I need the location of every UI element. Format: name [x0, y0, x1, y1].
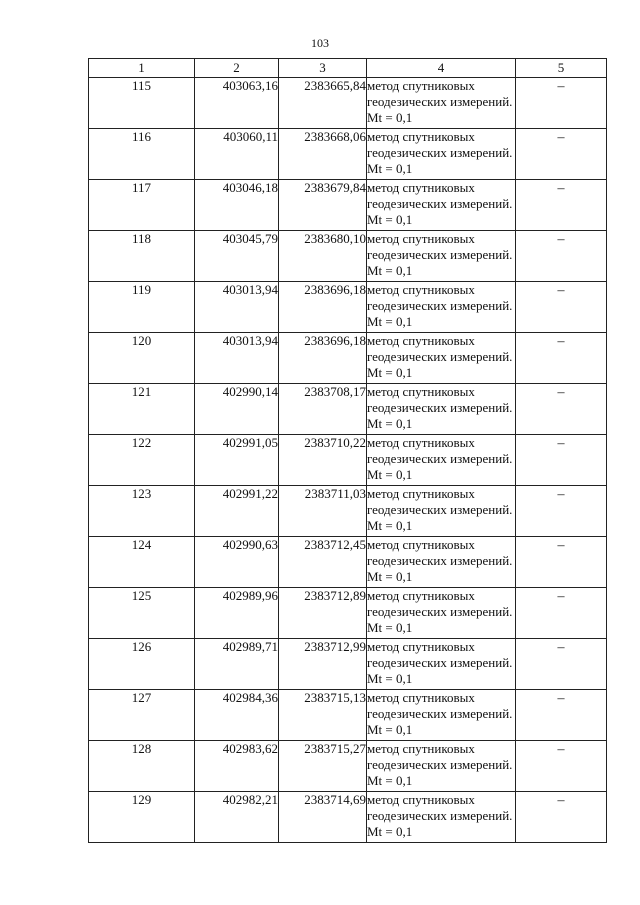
method-text: метод спутниковых геодезических измерений. Mt = 0,1 [367, 180, 513, 227]
method-text: метод спутниковых геодезических измерений. Mt = 0,1 [367, 690, 513, 737]
table-row [89, 78, 607, 129]
y-coordinate: 2383715,27 [279, 741, 367, 792]
table-row [89, 384, 607, 435]
x-coordinate: 402982,21 [195, 792, 279, 843]
dash-mark: – [557, 385, 565, 400]
table-row [89, 588, 607, 639]
point-number: 121 [89, 384, 195, 435]
note-cell [516, 384, 607, 435]
method-cell [367, 690, 516, 741]
x-coordinate: 402984,36 [195, 690, 279, 741]
table-row [89, 333, 607, 384]
dash-mark: – [557, 334, 565, 349]
y-coordinate: 2383696,18 [279, 333, 367, 384]
table-row [89, 792, 607, 843]
column-header-1: 1 [89, 59, 195, 78]
dash-mark: – [557, 793, 565, 808]
point-number: 122 [89, 435, 195, 486]
point-number: 125 [89, 588, 195, 639]
method-cell [367, 639, 516, 690]
note-cell [516, 537, 607, 588]
dash-mark: – [557, 589, 565, 604]
method-cell [367, 333, 516, 384]
note-cell [516, 78, 607, 129]
note-cell [516, 231, 607, 282]
method-cell [367, 792, 516, 843]
table-row [89, 180, 607, 231]
point-number: 119 [89, 282, 195, 333]
x-coordinate: 402983,62 [195, 741, 279, 792]
y-coordinate: 2383712,89 [279, 588, 367, 639]
method-text: метод спутниковых геодезических измерений. Mt = 0,1 [367, 537, 513, 584]
x-coordinate: 403060,11 [195, 129, 279, 180]
table-body [89, 78, 607, 843]
column-header-5: 5 [516, 59, 607, 78]
method-cell [367, 180, 516, 231]
point-number: 127 [89, 690, 195, 741]
table-row [89, 690, 607, 741]
note-cell [516, 333, 607, 384]
method-cell [367, 129, 516, 180]
note-cell [516, 486, 607, 537]
table-row [89, 486, 607, 537]
method-text: метод спутниковых геодезических измерений. Mt = 0,1 [367, 741, 513, 788]
x-coordinate: 402991,22 [195, 486, 279, 537]
dash-mark: – [557, 436, 565, 451]
dash-mark: – [557, 130, 565, 145]
point-number: 120 [89, 333, 195, 384]
note-cell [516, 129, 607, 180]
x-coordinate: 402989,71 [195, 639, 279, 690]
point-number: 126 [89, 639, 195, 690]
page-number: 103 [311, 36, 329, 50]
table-row [89, 537, 607, 588]
y-coordinate: 2383711,03 [279, 486, 367, 537]
y-coordinate: 2383715,13 [279, 690, 367, 741]
table-row [89, 129, 607, 180]
dash-mark: – [557, 283, 565, 298]
dash-mark: – [557, 79, 565, 94]
table-row [89, 639, 607, 690]
y-coordinate: 2383696,18 [279, 282, 367, 333]
table-header-row [89, 59, 607, 78]
point-number: 117 [89, 180, 195, 231]
note-cell [516, 588, 607, 639]
method-cell [367, 384, 516, 435]
method-text: метод спутниковых геодезических измерений. Mt = 0,1 [367, 384, 513, 431]
method-text: метод спутниковых геодезических измерений. Mt = 0,1 [367, 333, 513, 380]
table-row [89, 435, 607, 486]
method-cell [367, 588, 516, 639]
x-coordinate: 402991,05 [195, 435, 279, 486]
method-text: метод спутниковых геодезических измерений. Mt = 0,1 [367, 78, 513, 125]
method-cell [367, 282, 516, 333]
coordinates-table [88, 58, 607, 843]
method-text: метод спутниковых геодезических измерений. Mt = 0,1 [367, 588, 513, 635]
note-cell [516, 741, 607, 792]
note-cell [516, 639, 607, 690]
method-text: метод спутниковых геодезических измерений. Mt = 0,1 [367, 129, 513, 176]
method-text: метод спутниковых геодезических измерений. Mt = 0,1 [367, 231, 513, 278]
y-coordinate: 2383714,69 [279, 792, 367, 843]
y-coordinate: 2383680,10 [279, 231, 367, 282]
x-coordinate: 403063,16 [195, 78, 279, 129]
y-coordinate: 2383712,99 [279, 639, 367, 690]
table-row [89, 282, 607, 333]
point-number: 128 [89, 741, 195, 792]
dash-mark: – [557, 232, 565, 247]
method-cell [367, 78, 516, 129]
dash-mark: – [557, 640, 565, 655]
x-coordinate: 402989,96 [195, 588, 279, 639]
column-header-3: 3 [279, 59, 367, 78]
x-coordinate: 403013,94 [195, 333, 279, 384]
x-coordinate: 403046,18 [195, 180, 279, 231]
note-cell [516, 435, 607, 486]
dash-mark: – [557, 742, 565, 757]
method-text: метод спутниковых геодезических измерений. Mt = 0,1 [367, 486, 513, 533]
table-row [89, 231, 607, 282]
y-coordinate: 2383710,22 [279, 435, 367, 486]
note-cell [516, 180, 607, 231]
point-number: 129 [89, 792, 195, 843]
point-number: 116 [89, 129, 195, 180]
x-coordinate: 403013,94 [195, 282, 279, 333]
y-coordinate: 2383679,84 [279, 180, 367, 231]
x-coordinate: 402990,63 [195, 537, 279, 588]
column-header-4: 4 [367, 59, 516, 78]
column-header-2: 2 [195, 59, 279, 78]
x-coordinate: 402990,14 [195, 384, 279, 435]
note-cell [516, 282, 607, 333]
method-text: метод спутниковых геодезических измерений. Mt = 0,1 [367, 282, 513, 329]
dash-mark: – [557, 181, 565, 196]
y-coordinate: 2383712,45 [279, 537, 367, 588]
method-text: метод спутниковых геодезических измерений. Mt = 0,1 [367, 435, 513, 482]
method-text: метод спутниковых геодезических измерений. Mt = 0,1 [367, 792, 513, 839]
y-coordinate: 2383668,06 [279, 129, 367, 180]
note-cell [516, 792, 607, 843]
method-cell [367, 486, 516, 537]
y-coordinate: 2383708,17 [279, 384, 367, 435]
table-row [89, 741, 607, 792]
y-coordinate: 2383665,84 [279, 78, 367, 129]
x-coordinate: 403045,79 [195, 231, 279, 282]
note-cell [516, 690, 607, 741]
point-number: 124 [89, 537, 195, 588]
method-cell [367, 537, 516, 588]
point-number: 123 [89, 486, 195, 537]
method-cell [367, 231, 516, 282]
point-number: 115 [89, 78, 195, 129]
dash-mark: – [557, 691, 565, 706]
method-text: метод спутниковых геодезических измерений. Mt = 0,1 [367, 639, 513, 686]
dash-mark: – [557, 538, 565, 553]
point-number: 118 [89, 231, 195, 282]
method-cell [367, 741, 516, 792]
method-cell [367, 435, 516, 486]
dash-mark: – [557, 487, 565, 502]
